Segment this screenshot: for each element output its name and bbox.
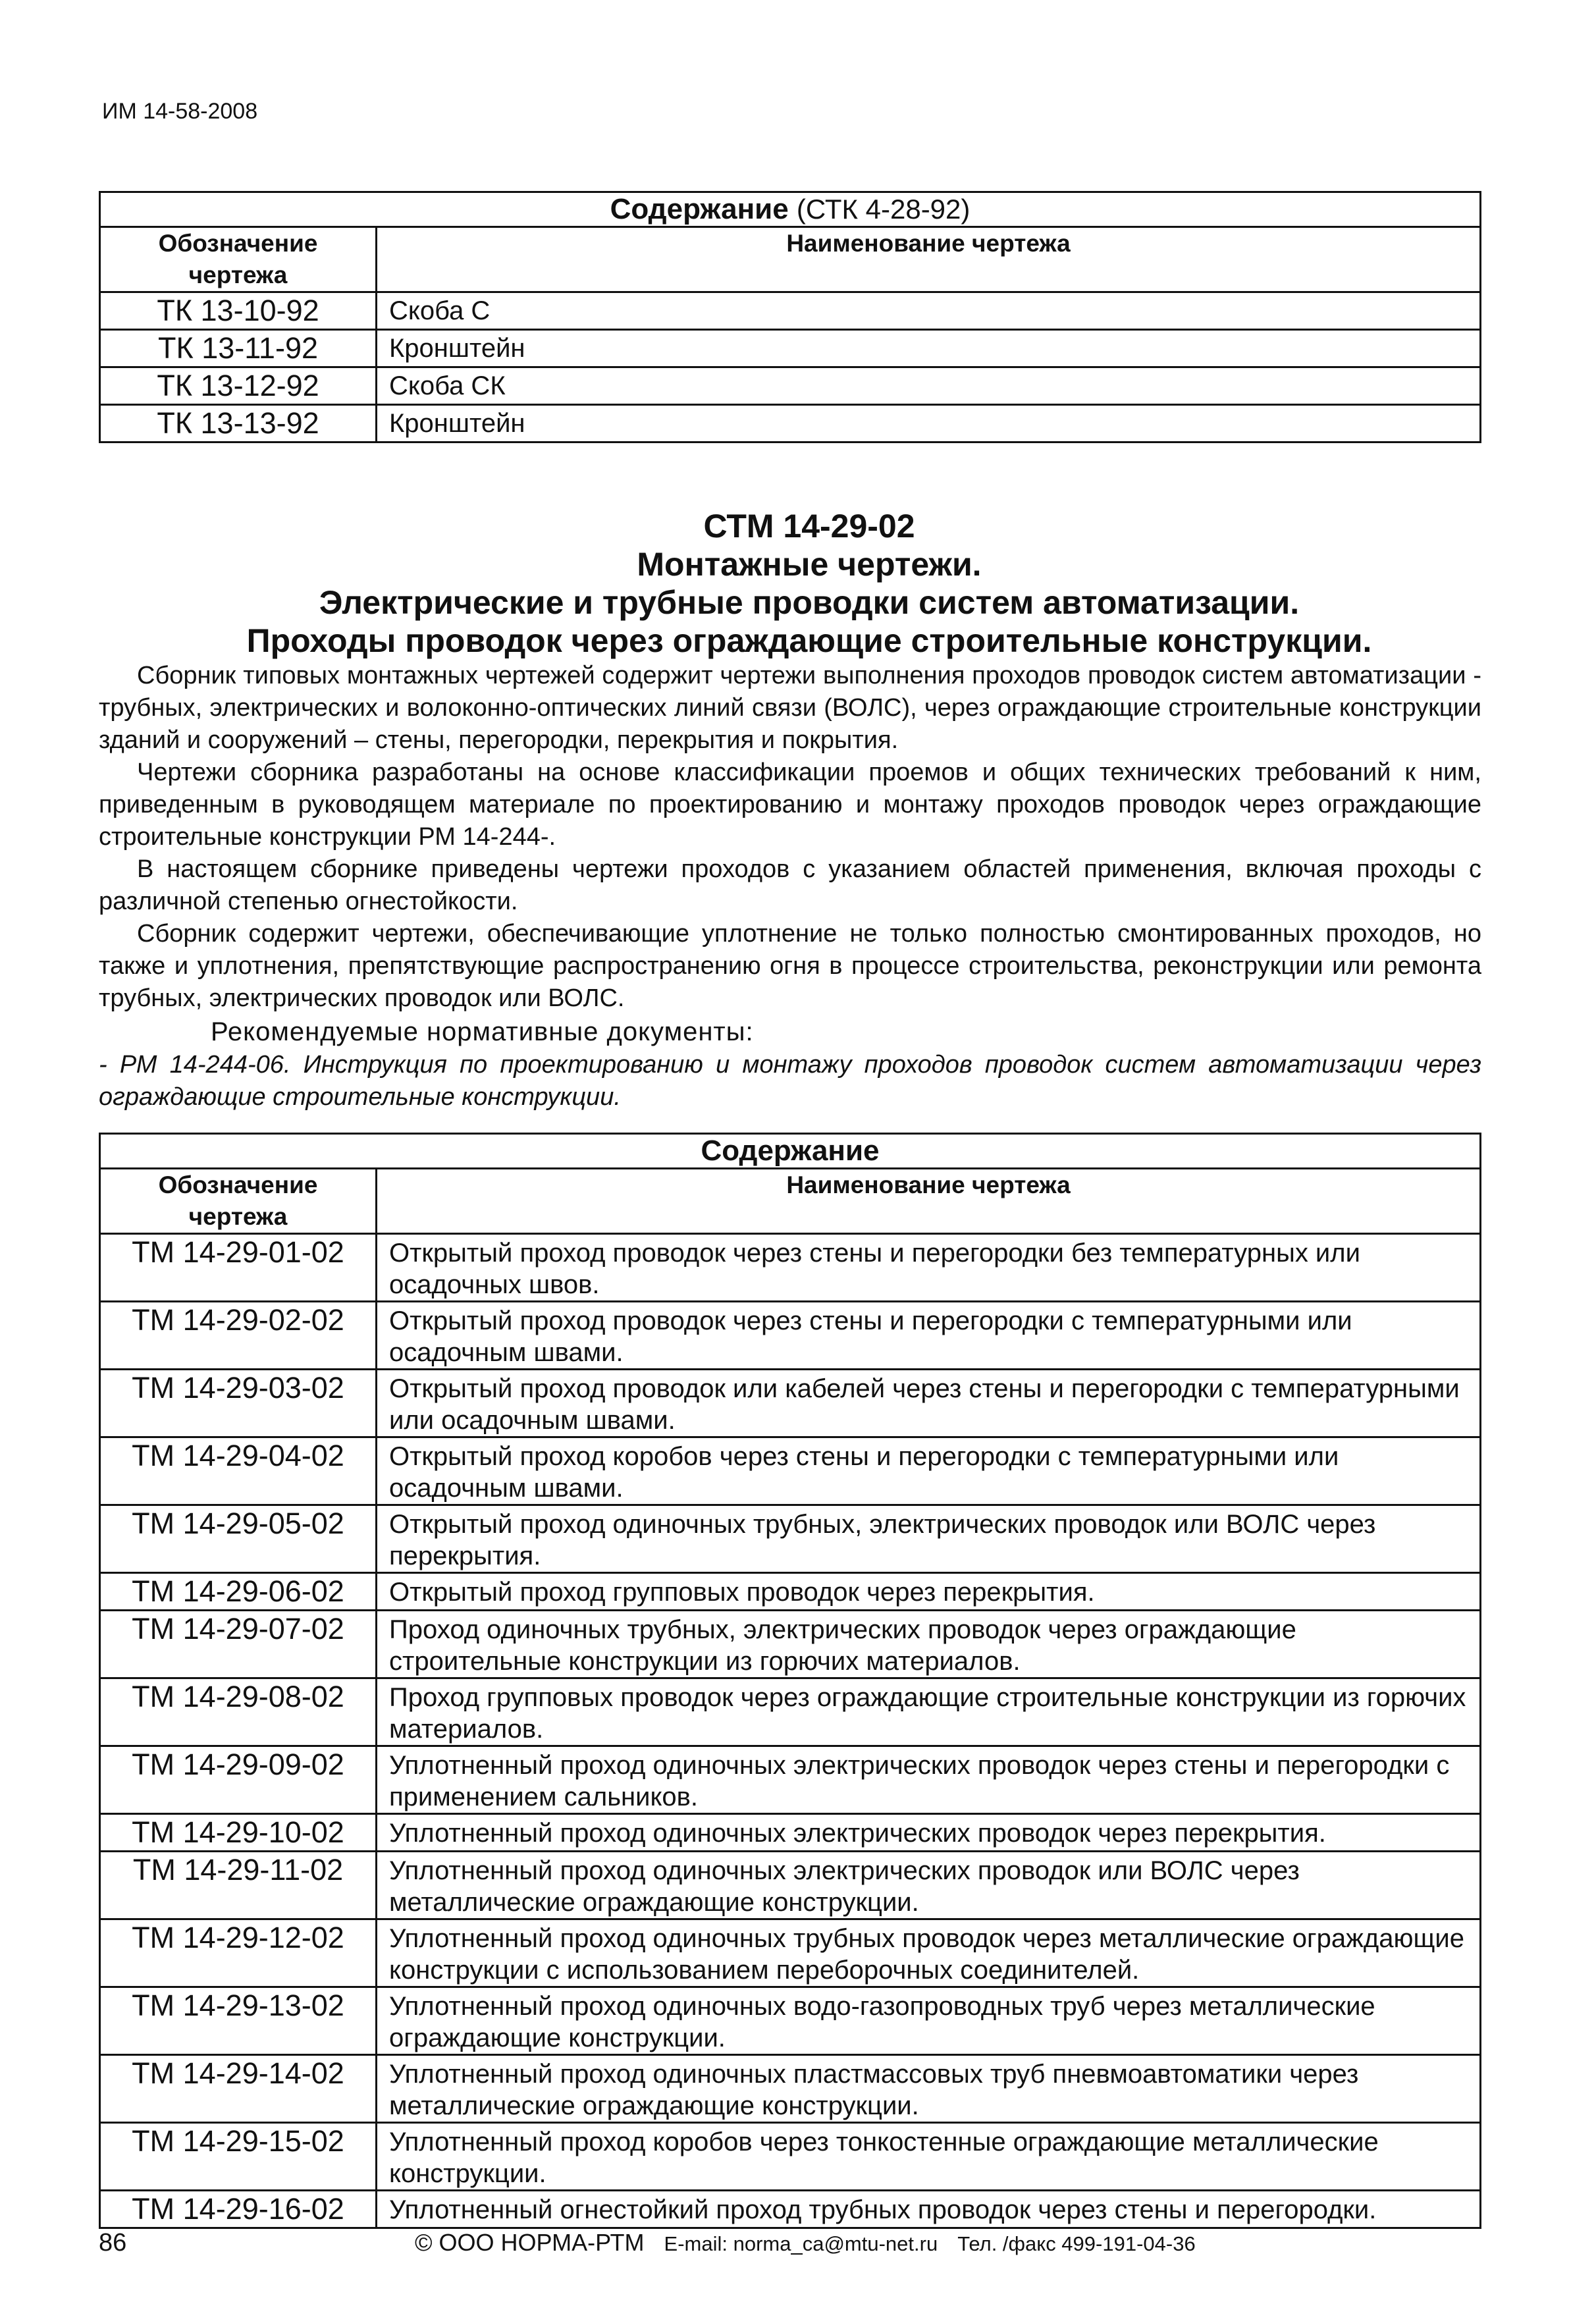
drawing-code: ТМ 14-29-06-02 bbox=[100, 1573, 377, 1611]
drawing-name: Открытый проход проводок через стены и перегородки без температурных или осадочных швов. bbox=[377, 1234, 1481, 1302]
page-number: 86 bbox=[99, 2229, 127, 2257]
drawing-code: ТМ 14-29-01-02 bbox=[100, 1234, 377, 1302]
drawing-name: Кронштейн bbox=[377, 405, 1481, 442]
table-caption bbox=[100, 1134, 1481, 1169]
table-row bbox=[100, 1573, 1481, 1611]
drawing-code: ТМ 14-29-16-02 bbox=[100, 2191, 377, 2228]
table-row bbox=[100, 1234, 1481, 1302]
drawing-name: Скоба С bbox=[377, 292, 1481, 330]
recommended-documents-heading: Рекомендуемые нормативные документы: bbox=[211, 1017, 754, 1046]
drawing-name: Открытый проход проводок через стены и перегородки с температурными или осадочным швами. bbox=[377, 1302, 1481, 1370]
section-stm-14-29-02 bbox=[99, 507, 1481, 1113]
drawing-code: ТМ 14-29-07-02 bbox=[100, 1611, 377, 1678]
drawing-code: ТК 13-12-92 bbox=[100, 367, 377, 405]
drawing-name: Скоба СК bbox=[377, 367, 1481, 405]
table-row bbox=[100, 2191, 1481, 2228]
table-row bbox=[100, 367, 1481, 405]
contents-table-stk bbox=[99, 191, 1481, 443]
paragraph-1: Сборник типовых монтажных чертежей содержит чертежи выполнения проходов проводок систем автоматизации - трубных, электрических и волоконно-оптических линий связи (ВОЛС), через ограждающие строительные конструкции зданий и сооружений – стены, перегородки, перекрытия и покрытия. bbox=[99, 662, 1481, 754]
paragraph-3: В настоящем сборнике приведены чертежи проходов с указанием областей применения, включая проходы с различной степенью огнестойкости. bbox=[99, 855, 1481, 915]
drawing-code: ТМ 14-29-04-02 bbox=[100, 1437, 377, 1505]
drawing-code: ТМ 14-29-11-02 bbox=[100, 1852, 377, 1919]
drawing-code: ТМ 14-29-08-02 bbox=[100, 1678, 377, 1746]
drawing-name: Уплотненный проход одиночных электрических проводок или ВОЛС через металлические ограждающие конструкции. bbox=[377, 1852, 1481, 1919]
drawing-code: ТК 13-10-92 bbox=[100, 292, 377, 330]
table-row bbox=[100, 1746, 1481, 1814]
table-row bbox=[100, 1919, 1481, 1987]
drawing-code: ТМ 14-29-09-02 bbox=[100, 1746, 377, 1814]
table-row bbox=[100, 1814, 1481, 1852]
drawing-name: Открытый проход коробов через стены и перегородки с температурными или осадочным швами. bbox=[377, 1437, 1481, 1505]
publisher-info bbox=[415, 2229, 1196, 2257]
table-row bbox=[100, 1852, 1481, 1919]
table-row bbox=[100, 1611, 1481, 1678]
table-row bbox=[100, 405, 1481, 442]
drawing-name: Уплотненный огнестойкий проход трубных проводок через стены и перегородки. bbox=[377, 2191, 1481, 2228]
drawing-code: ТМ 14-29-10-02 bbox=[100, 1814, 377, 1852]
drawing-name: Кронштейн bbox=[377, 330, 1481, 367]
caption-title: Содержание bbox=[610, 193, 789, 225]
document-code: ИМ 14-58-2008 bbox=[102, 99, 258, 124]
table-row bbox=[100, 2123, 1481, 2191]
drawing-name: Открытый проход одиночных трубных, электрических проводок или ВОЛС через перекрытия. bbox=[377, 1505, 1481, 1573]
normative-reference: - РМ 14-244-06. Инструкция по проектированию и монтажу проходов проводок систем автоматизации через ограждающие строительные конструкции. bbox=[99, 1051, 1481, 1111]
drawing-code: ТМ 14-29-05-02 bbox=[100, 1505, 377, 1573]
table-row bbox=[100, 1437, 1481, 1505]
section-title-line-3: Электрические и трубные проводки систем автоматизации. bbox=[319, 584, 1300, 621]
drawing-name: Уплотненный проход одиночных электрических проводок через стены и перегородки с применением сальников. bbox=[377, 1746, 1481, 1814]
column-header-code: Обозначение чертежа bbox=[100, 1169, 377, 1234]
drawing-code: ТК 13-11-92 bbox=[100, 330, 377, 367]
drawing-code: ТМ 14-29-12-02 bbox=[100, 1919, 377, 1987]
drawing-name: Уплотненный проход одиночных водо-газопроводных труб через металлические ограждающие конструкции. bbox=[377, 1987, 1481, 2055]
caption-title: Содержание bbox=[701, 1135, 880, 1167]
column-header-name: Наименование чертежа bbox=[377, 1169, 1481, 1234]
drawing-name: Уплотненный проход одиночных пластмассовых труб пневмоавтоматики через металлические ограждающие конструкции. bbox=[377, 2055, 1481, 2123]
paragraph-4: Сборник содержит чертежи, обеспечивающие уплотнение не только полностью смонтированных проходов, но также и уплотнения, препятствующие распространению огня в процессе строительства, реконструкции или ремонта трубных, электрических проводок или ВОЛС. bbox=[99, 920, 1481, 1012]
table-row bbox=[100, 1678, 1481, 1746]
drawing-code: ТМ 14-29-13-02 bbox=[100, 1987, 377, 2055]
section-title-code: СТМ 14-29-02 bbox=[703, 508, 915, 545]
table-row bbox=[100, 1987, 1481, 2055]
drawing-code: ТМ 14-29-03-02 bbox=[100, 1370, 377, 1437]
drawing-code: ТМ 14-29-15-02 bbox=[100, 2123, 377, 2191]
contents-table-body bbox=[100, 1234, 1481, 2228]
drawing-name: Открытый проход проводок или кабелей через стены и перегородки с температурными или осадочным швами. bbox=[377, 1370, 1481, 1437]
section-title-line-2: Монтажные чертежи. bbox=[637, 546, 982, 583]
drawing-code: ТМ 14-29-14-02 bbox=[100, 2055, 377, 2123]
drawing-name: Проход одиночных трубных, электрических проводок через ограждающие строительные конструкции из горючих материалов. bbox=[377, 1611, 1481, 1678]
column-header-code: Обозначение чертежа bbox=[100, 227, 377, 292]
phone: Тел. /факс 499-191-04-36 bbox=[957, 2232, 1196, 2255]
drawing-name: Уплотненный проход одиночных трубных проводок через металлические ограждающие конструкции с использованием переборочных соединителей. bbox=[377, 1919, 1481, 1987]
caption-note: (СТК 4-28-92) bbox=[796, 194, 971, 225]
copyright: © ООО НОРМА-РТМ bbox=[415, 2229, 645, 2256]
drawing-name: Уплотненный проход одиночных электрических проводок через перекрытия. bbox=[377, 1814, 1481, 1852]
table-row bbox=[100, 292, 1481, 330]
drawing-code: ТК 13-13-92 bbox=[100, 405, 377, 442]
drawing-name: Уплотненный проход коробов через тонкостенные ограждающие металлические конструкции. bbox=[377, 2123, 1481, 2191]
paragraph-2: Чертежи сборника разработаны на основе классификации проемов и общих технических требований к ним, приведенным в руководящем материале по проектированию и монтажу проходов проводок через ограждающие строительные конструкции РМ 14-244-. bbox=[99, 759, 1481, 851]
section-title-line-4: Проходы проводок через ограждающие строительные конструкции. bbox=[246, 622, 1372, 659]
contents-table-tm bbox=[99, 1133, 1481, 2229]
drawing-code: ТМ 14-29-02-02 bbox=[100, 1302, 377, 1370]
table-row bbox=[100, 1505, 1481, 1573]
email: E-mail: norma_ca@mtu-net.ru bbox=[664, 2232, 938, 2255]
drawing-name: Открытый проход групповых проводок через перекрытия. bbox=[377, 1573, 1481, 1611]
table-row bbox=[100, 1302, 1481, 1370]
table-row bbox=[100, 330, 1481, 367]
page-footer bbox=[99, 2229, 1481, 2268]
table-caption bbox=[100, 192, 1481, 227]
table-row bbox=[100, 1370, 1481, 1437]
table-row bbox=[100, 2055, 1481, 2123]
column-header-name: Наименование чертежа bbox=[377, 227, 1481, 292]
drawing-name: Проход групповых проводок через ограждающие строительные конструкции из горючих материалов. bbox=[377, 1678, 1481, 1746]
